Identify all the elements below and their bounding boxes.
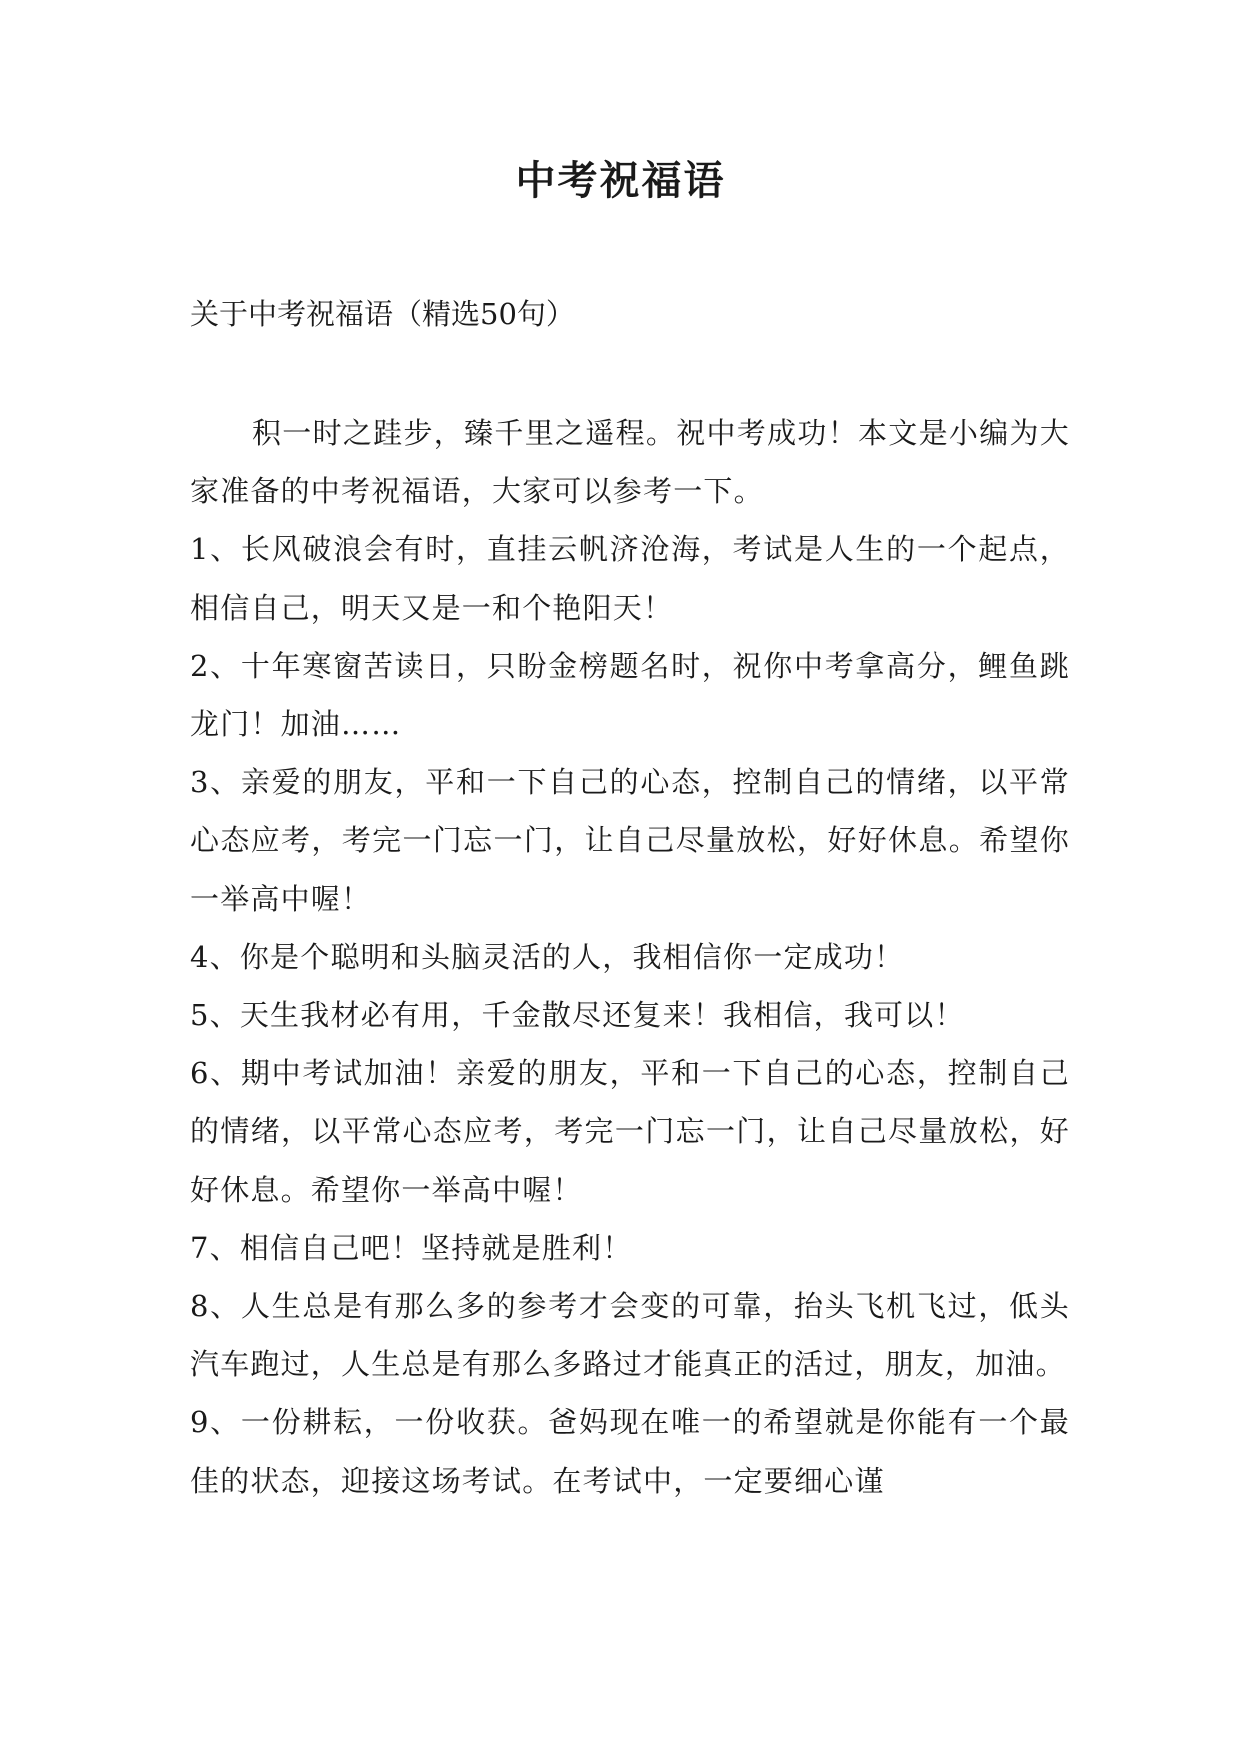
list-item: 3、亲爱的朋友，平和一下自己的心态，控制自己的情绪，以平常心态应考，考完一门忘一门，让自己尽量放松，好好休息。希望你一举高中喔！ xyxy=(190,765,1070,916)
document-subtitle: 关于中考祝福语（精选50句） xyxy=(190,297,575,331)
list-item: 2、十年寒窗苦读日，只盼金榜题名时，祝你中考拿高分，鲤鱼跳龙门！加油…… xyxy=(190,648,1070,742)
list-item: 6、期中考试加油！亲爱的朋友，平和一下自己的心态，控制自己的情绪，以平常心态应考，考完一门忘一门，让自己尽量放松，好好休息。希望你一举高中喔！ xyxy=(190,1056,1070,1207)
intro-paragraph: 积一时之跬步，臻千里之遥程。祝中考成功！本文是小编为大家准备的中考祝福语，大家可以参考一下。 xyxy=(190,416,1070,509)
list-item: 4、你是个聪明和头脑灵活的人，我相信你一定成功！ xyxy=(190,939,905,974)
list-item: 9、一份耕耘，一份收获。爸妈现在唯一的希望就是你能有一个最佳的状态，迎接这场考试。在考试中，一定要细心谨 xyxy=(190,1405,1070,1498)
list-item: 8、人生总是有那么多的参考才会变的可靠，抬头飞机飞过，低头汽车跑过，人生总是有那么多路过才能真正的活过，朋友，加油。 xyxy=(190,1289,1070,1382)
document-title: 中考祝福语 xyxy=(515,157,726,204)
list-item: 7、相信自己吧！坚持就是胜利！ xyxy=(190,1230,633,1265)
document-body xyxy=(190,404,1070,1510)
list-item: 1、长风破浪会有时，直挂云帆济沧海，考试是人生的一个起点，相信自己，明天又是一和个艳阳天！ xyxy=(190,532,1070,625)
list-item: 5、天生我材必有用，千金散尽还复来！我相信，我可以！ xyxy=(190,998,965,1033)
